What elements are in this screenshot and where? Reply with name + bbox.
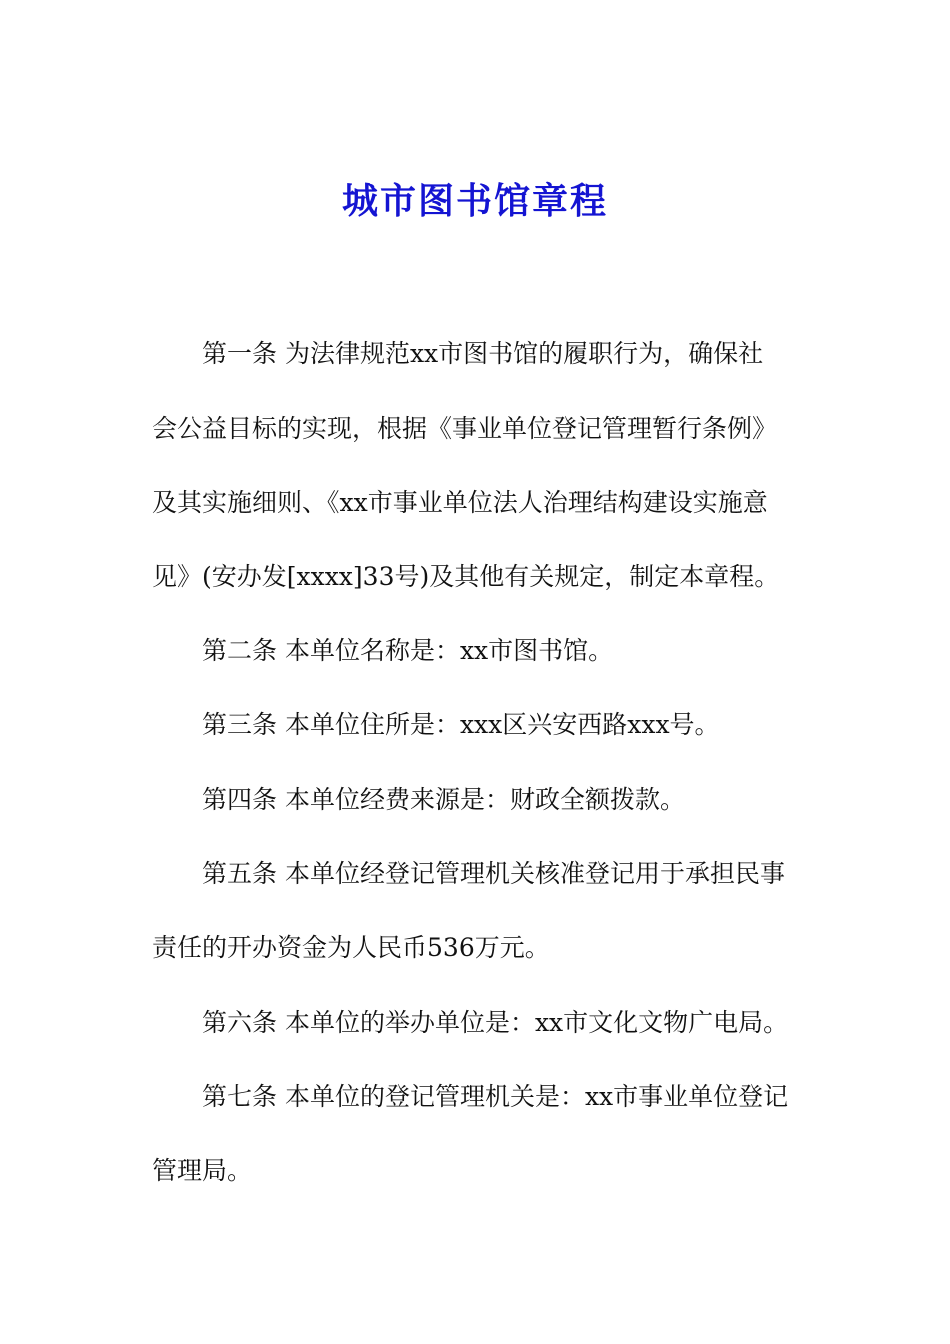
article-1-line-4: 见》(安办发[xxxx]33号)及其他有关规定，制定本章程。: [152, 562, 780, 591]
article-1-line-1: 第一条 为法律规范xx市图书馆的履职行为，确保社: [202, 339, 764, 368]
article-5-line-1: 第五条 本单位经登记管理机关核准登记用于承担民事: [202, 859, 785, 888]
article-4: 第四条 本单位经费来源是：财政全额拨款。: [202, 785, 685, 814]
article-2: 第二条 本单位名称是：xx市图书馆。: [202, 636, 614, 665]
article-1-line-2: 会公益目标的实现，根据《事业单位登记管理暂行条例》: [152, 414, 778, 443]
article-5-line-2: 责任的开办资金为人民币536万元。: [152, 933, 550, 962]
article-6: 第六条 本单位的举办单位是：xx市文化文物广电局。: [202, 1008, 789, 1037]
document-title: 城市图书馆章程: [341, 181, 608, 222]
article-7-line-2: 管理局。: [152, 1156, 253, 1185]
article-7-line-1: 第七条 本单位的登记管理机关是：xx市事业单位登记: [202, 1082, 789, 1111]
article-3: 第三条 本单位住所是：xxx区兴安西路xxx号。: [202, 710, 720, 739]
article-1-line-3: 及其实施细则、《xx市事业单位法人治理结构建设实施意: [152, 488, 768, 517]
